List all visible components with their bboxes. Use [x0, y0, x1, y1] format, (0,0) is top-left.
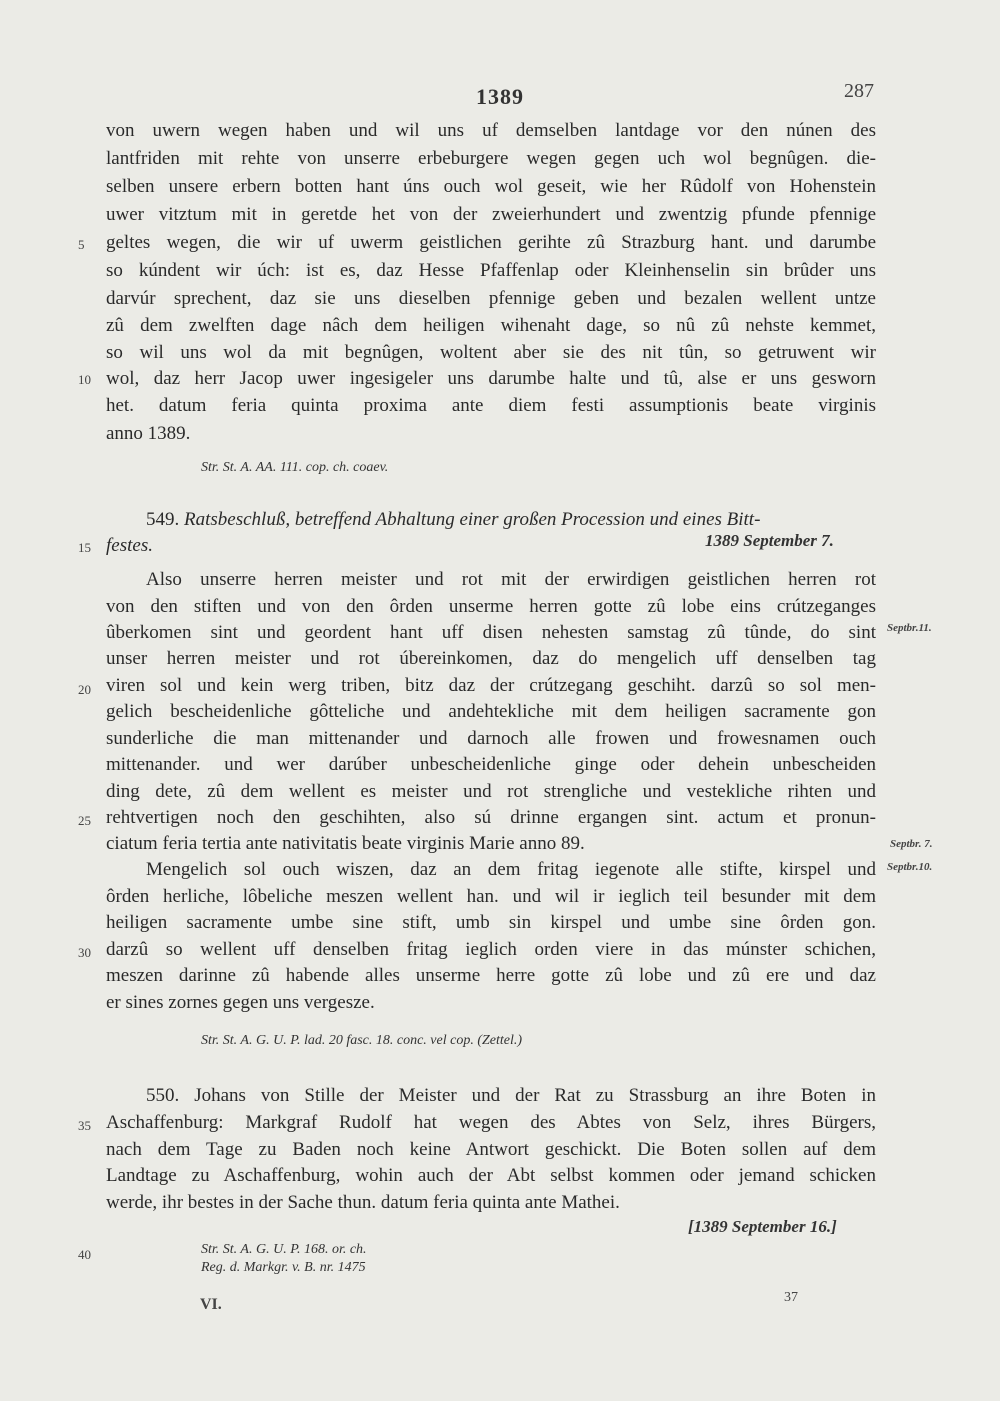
line-number: 5: [78, 237, 85, 252]
text-line: so wil uns wol da mit begnûgen, woltent aber sie des nit tûn, so getruwent wir: [106, 342, 876, 363]
line-number: 15: [78, 540, 91, 555]
text-line: heiligen sacramente umbe sine stift, umb sin kirspel und umbe sine ôrden gon.: [106, 912, 876, 933]
text-line: darzû so wellent uff denselben fritag ieglich orden viere in das múnster schichen,: [106, 939, 876, 960]
margin-note: Septbr. 7.: [890, 838, 933, 850]
source-note: Reg. d. Markgr. v. B. nr. 1475: [201, 1260, 366, 1275]
text-line: meszen darinne zû habende alles unserme herre gotte zû lobe und zû ere und daz: [106, 965, 876, 986]
entry-title: Ratsbeschluß, betreffend Abhaltung einer großen Procession und eines Bitt-: [184, 509, 761, 530]
margin-note: Septbr.10.: [887, 861, 933, 873]
text-line: uwer vitztum mit in geretde het von der zweierhundert und zwentzig pfunde pfennige: [106, 204, 876, 225]
entry-date-550: [1389 September 16.]: [688, 1217, 837, 1236]
sheet-signature: VI.: [200, 1296, 222, 1313]
text-line: selben unsere erbern botten hant úns ouch wol geseit, wie her Rûdolf von Hohenstein: [106, 176, 876, 197]
text-line: werde, ihr bestes in der Sache thun. datum feria quinta ante Mathei.: [106, 1192, 620, 1213]
text-line: ciatum feria tertia ante nativitatis beate virginis Marie anno 89.: [106, 833, 585, 854]
page-number: 287: [844, 80, 874, 102]
text-line: Johans von Stille der Meister und der Rat zu Strassburg an ihre Boten in: [194, 1085, 876, 1106]
text-line: Aschaffenburg: Markgraf Rudolf hat wegen des Abtes von Selz, ihres Bürgers,: [106, 1112, 876, 1133]
text-line: Mengelich sol ouch wiszen, daz an dem fritag iegenote alle stifte, kirspel und: [146, 859, 876, 880]
text-line: anno 1389.: [106, 423, 191, 444]
text-line: sunderliche die man mittenander und darnoch alle frowen und frowesnamen ouch: [106, 728, 876, 749]
entry-number: 549.: [146, 509, 180, 530]
text-line: ôrden herliche, lôbeliche meszen wellent han. und wil ir ieglich teil besunder mit dem: [106, 886, 876, 907]
text-line: von den stiften und von den ôrden unserme herren gotte zû lobe eins crútzeganges: [106, 596, 876, 617]
entry-title-cont: festes.: [106, 535, 153, 556]
entry-heading-550: [146, 1083, 876, 1109]
source-note: Str. St. A. G. U. P. lad. 20 fasc. 18. conc. vel cop. (Zettel.): [201, 1033, 523, 1048]
line-number: 30: [78, 945, 91, 960]
line-number: 25: [78, 813, 91, 828]
entry-date-549: 1389 September 7.: [705, 531, 834, 550]
line-number: 40: [78, 1247, 91, 1262]
entry-heading-549: [146, 507, 876, 533]
text-line: gelich bescheidenliche gôtteliche und andehtekliche mit dem heiligen sacramente gon: [106, 701, 876, 722]
text-line: geltes wegen, die wir uf uwerm geistlichen gerihte zû Strazburg hant. und darumbe: [106, 232, 876, 253]
text-line: unser herren meister und rot úbereinkomen, daz do mengelich uff denselben tag: [106, 648, 876, 669]
source-note: Str. St. A. G. U. P. 168. or. ch.: [201, 1242, 367, 1257]
text-line: wol, daz herr Jacop uwer ingesigeler uns darumbe halte und tû, alse er uns gesworn: [106, 368, 876, 389]
text-line: nach dem Tage zu Baden noch keine Antwort geschickt. Die Boten sollen auf dem: [106, 1139, 876, 1160]
text-line: het. datum feria quinta proxima ante diem festi assumptionis beate virginis: [106, 395, 876, 416]
text-line: darvúr sprechent, daz sie uns dieselben pfennige geben und bezalen wellent untze: [106, 288, 876, 309]
text-line: er sines zornes gegen uns vergesze.: [106, 992, 375, 1013]
text-line: ding dete, zû dem wellent es meister und rot strengliche und vestekliche rihten und: [106, 781, 876, 802]
text-line: zû dem zwelften dage nâch dem heiligen wihenaht dage, so nû zû nehste kemmet,: [106, 315, 876, 336]
text-line: viren sol und kein werg triben, bitz daz der crútzegang geschiht. darzû so sol men-: [106, 675, 876, 696]
margin-note: Septbr.11.: [887, 622, 932, 634]
entry-number: 550.: [146, 1085, 180, 1106]
text-line: von uwern wegen haben und wil uns uf demselben lantdage vor den núnen des: [106, 120, 876, 141]
text-line: so kúndent wir úch: ist es, daz Hesse Pfaffenlap oder Kleinhenselin sin brûder uns: [106, 260, 876, 281]
text-line: rehtvertigen noch den geschihten, also sú drinne ergangen sint. actum et pronun-: [106, 807, 876, 828]
source-note: Str. St. A. AA. 111. cop. ch. coaev.: [201, 460, 389, 475]
text-line: ûberkomen sint und geordent hant uff disen nehesten samstag zû tûnde, do sint: [106, 622, 876, 643]
running-head-year: 1389: [476, 84, 524, 109]
sheet-number: 37: [784, 1290, 798, 1305]
text-line: Landtage zu Aschaffenburg, wohin auch der Abt selbst kommen oder jemand schicken: [106, 1165, 876, 1186]
line-number: 10: [78, 372, 91, 387]
text-line: lantfriden mit rehte von unserre erbeburgere wegen gegen uch wol begnûgen. die-: [106, 148, 876, 169]
line-number: 35: [78, 1118, 91, 1133]
text-line: Also unserre herren meister und rot mit der erwirdigen geistlichen herren rot: [146, 569, 876, 590]
text-line: mittenander. und wer darúber unbescheidenliche ginge oder dehein unbescheiden: [106, 754, 876, 775]
line-number: 20: [78, 682, 91, 697]
